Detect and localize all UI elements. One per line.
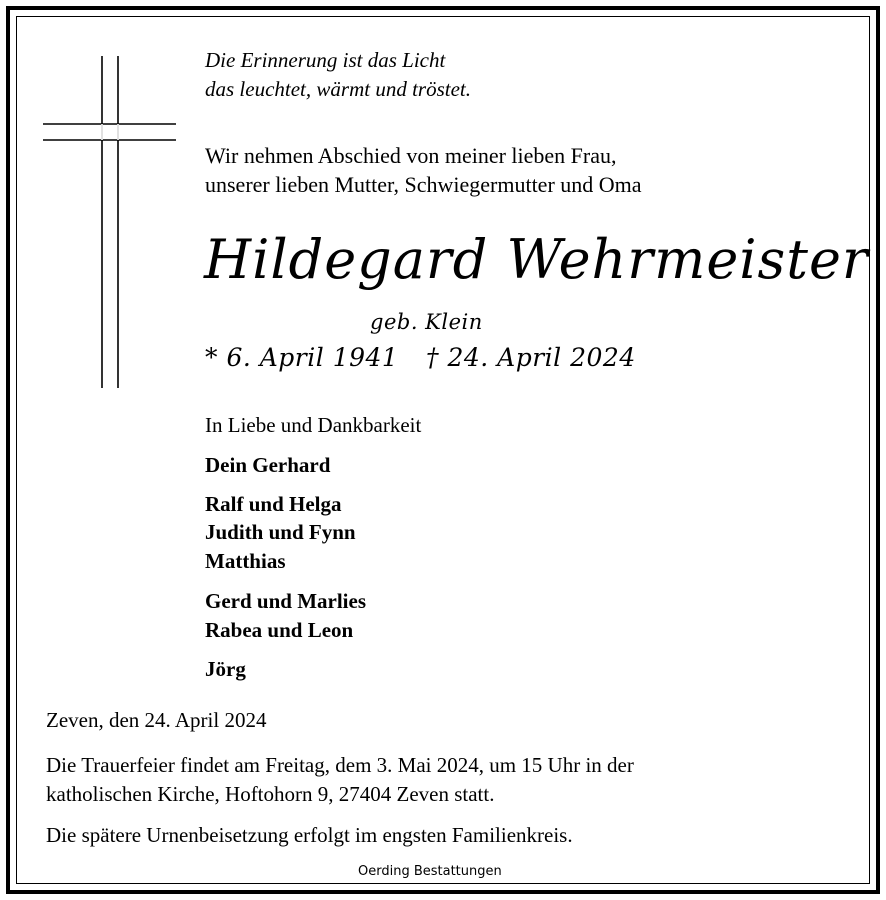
place-date: Zeven, den 24. April 2024 xyxy=(46,708,267,732)
mourner-name: Gerd und Marlies xyxy=(205,589,366,613)
intro-line-1: Wir nehmen Abschied von meiner lieben Frau, xyxy=(205,143,617,168)
ceremony-line-2: katholischen Kirche, Hoftohorn 9, 27404 Zeven statt. xyxy=(46,782,495,806)
ceremony-line-1: Die Trauerfeier findet am Freitag, dem 3. Mai 2024, um 15 Uhr in der xyxy=(46,753,634,777)
mourners-heading: In Liebe und Dankbarkeit xyxy=(205,413,422,437)
intro-line-2: unserer lieben Mutter, Schwiegermutter und Oma xyxy=(205,172,642,197)
maiden-name: geb. Klein xyxy=(370,310,483,334)
quote-line-2: das leuchtet, wärmt und tröstet. xyxy=(205,77,471,101)
mourner-name: Jörg xyxy=(205,657,246,681)
mourner-name: Judith und Fynn xyxy=(205,520,356,544)
burial-note: Die spätere Urnenbeisetzung erfolgt im engsten Familienkreis. xyxy=(46,823,573,847)
death-date: † 24. April 2024 xyxy=(426,343,636,372)
mourner-name: Ralf und Helga xyxy=(205,492,342,516)
quote-line-1: Die Erinnerung ist das Licht xyxy=(205,48,446,72)
mourner-name: Matthias xyxy=(205,549,286,573)
cross-icon xyxy=(40,52,180,392)
birth-date: * 6. April 1941 xyxy=(205,343,399,372)
mourner-name: Rabea und Leon xyxy=(205,618,354,642)
funeral-home: Oerding Bestattungen xyxy=(358,864,502,879)
deceased-name: Hildegard Wehrmeister xyxy=(204,228,869,291)
mourner-name: Dein Gerhard xyxy=(205,453,331,477)
